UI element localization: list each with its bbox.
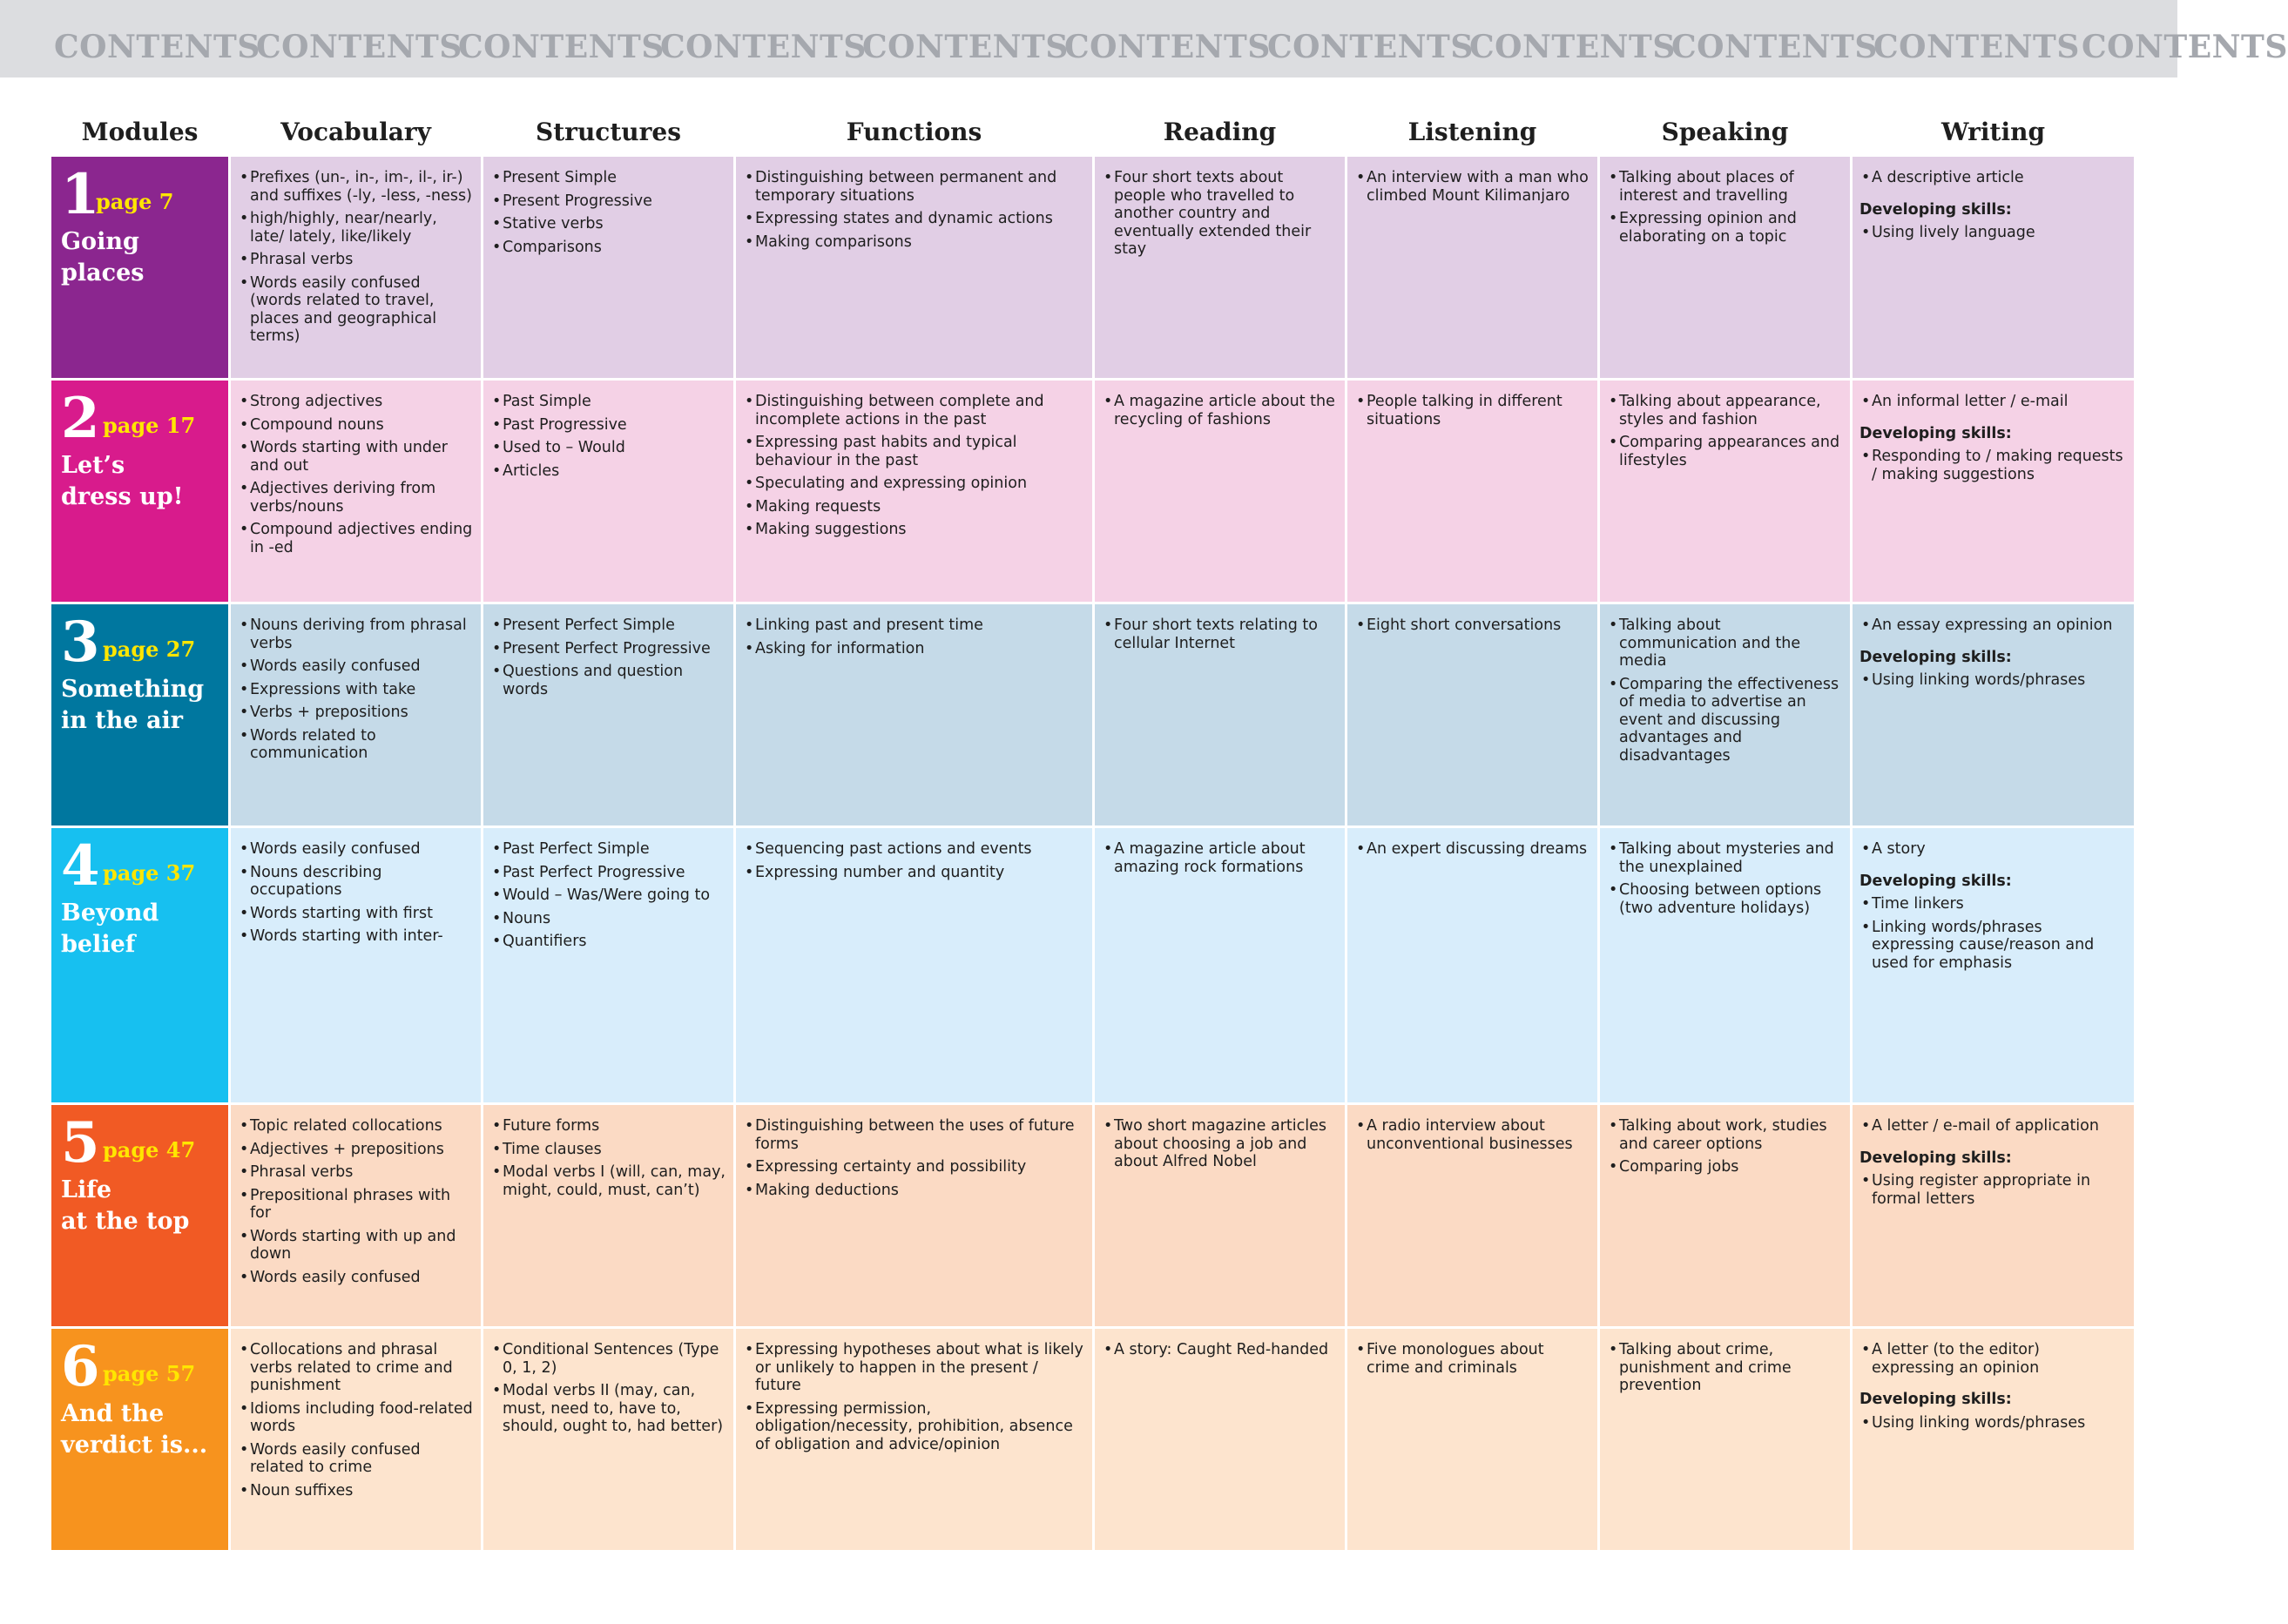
list-item: • Expressions with take [238, 681, 474, 699]
list-item: • Choosing between options (two adventure holidays) [1607, 881, 1843, 917]
list-item: • Sequencing past actions and events [743, 840, 1085, 859]
list-item: • Past Perfect Simple [490, 840, 726, 859]
module-title-line: Beyond [61, 900, 159, 927]
module-cell-3 [51, 604, 228, 825]
list-item: • Nouns describing occupations [238, 864, 474, 900]
list-item: • A magazine article about amazing rock formations [1102, 840, 1338, 876]
listening-cell [1347, 604, 1597, 825]
list-item: • Words starting with under and out [238, 439, 474, 475]
writing-list [1859, 393, 2127, 411]
speaking-cell [1600, 381, 1850, 602]
vocabulary-cell [231, 381, 481, 602]
functions-list [743, 393, 1085, 539]
writing-list [1859, 1117, 2127, 1135]
list-item: • Words easily confused (words related to travel, places and geographical terms) [238, 274, 474, 346]
list-item: • Questions and question words [490, 663, 726, 698]
speaking-cell [1600, 604, 1850, 825]
list-item: • Distinguishing between permanent and temporary situations [743, 169, 1085, 205]
module-number: 1 [61, 162, 100, 227]
list-item: • Topic related collocations [238, 1117, 474, 1135]
module-page-ref: page 37 [103, 860, 196, 886]
listening-cell [1347, 1329, 1597, 1550]
structures-cell [483, 604, 733, 825]
listening-list [1354, 1117, 1590, 1153]
module-page-ref: page 7 [96, 189, 174, 214]
skills-list [1859, 671, 2127, 690]
functions-cell [736, 828, 1092, 1102]
developing-skills-label: Developing skills: [1859, 424, 2012, 442]
list-item: • Expressing permission, obligation/necessity, prohibition, absence of obligation and advice/opinion [743, 1400, 1085, 1454]
list-item: • Linking past and present time [743, 617, 1085, 635]
structures-cell [483, 828, 733, 1102]
functions-list [743, 1341, 1085, 1453]
skills-list [1859, 1414, 2127, 1432]
list-item: • Using linking words/phrases [1859, 671, 2127, 690]
module-title-line: dress up! [61, 483, 184, 510]
vocabulary-list [238, 840, 474, 946]
vocabulary-cell [231, 157, 481, 378]
skills-list [1859, 1172, 2127, 1208]
column-header-functions: Functions [846, 118, 982, 146]
list-item: • Expressing number and quantity [743, 864, 1085, 882]
module-title-line: verdict is... [61, 1432, 208, 1459]
column-header-speaking: Speaking [1661, 118, 1789, 146]
reading-list [1102, 1117, 1338, 1171]
banner-word: CONTENTS [1671, 29, 1878, 65]
module-title [61, 226, 226, 289]
module-title-line: belief [61, 931, 136, 958]
writing-cell [1853, 157, 2134, 378]
reading-cell [1095, 604, 1345, 825]
list-item: • Talking about crime, punishment and crime prevention [1607, 1341, 1843, 1395]
list-item: • Responding to / making requests / making suggestions [1859, 448, 2127, 483]
module-cell-1 [51, 157, 228, 378]
list-item: • Time linkers [1859, 895, 2127, 913]
list-item: • Prefixes (un-, in-, im-, il-, ir-) and suffixes (-ly, -less, -ness) [238, 169, 474, 205]
list-item: • Articles [490, 462, 726, 481]
list-item: • Comparing appearances and lifestyles [1607, 434, 1843, 469]
module-number: 4 [61, 833, 100, 899]
reading-cell [1095, 828, 1345, 1102]
listening-list [1354, 1341, 1590, 1377]
list-item: • Words easily confused [238, 1269, 474, 1287]
list-item: • Four short texts relating to cellular Internet [1102, 617, 1338, 652]
module-cell-6 [51, 1329, 228, 1550]
list-item: • Expressing opinion and elaborating on a topic [1607, 210, 1843, 246]
list-item: • Past Progressive [490, 416, 726, 435]
writing-list [1859, 617, 2127, 635]
list-item: • Words starting with up and down [238, 1228, 474, 1263]
list-item: • Compound adjectives ending in -ed [238, 521, 474, 556]
list-item: • Adjectives + prepositions [238, 1141, 474, 1159]
list-item: • Past Simple [490, 393, 726, 411]
list-item: • Linking words/phrases expressing cause/reason and used for emphasis [1859, 919, 2127, 973]
structures-list [490, 617, 726, 698]
list-item: • Stative verbs [490, 215, 726, 233]
structures-list [490, 1117, 726, 1199]
list-item: • Words easily confused related to crime [238, 1441, 474, 1477]
list-item: • Phrasal verbs [238, 1163, 474, 1182]
list-item: • An essay expressing an opinion [1859, 617, 2127, 635]
list-item: • Making requests [743, 498, 1085, 516]
list-item: • Strong adjectives [238, 393, 474, 411]
list-item: • A magazine article about the recycling of fashions [1102, 393, 1338, 428]
module-page-ref: page 57 [103, 1361, 196, 1386]
list-item: • Speculating and expressing opinion [743, 475, 1085, 493]
module-title [61, 898, 226, 960]
column-header-reading: Reading [1163, 118, 1277, 146]
list-item: • An informal letter / e-mail [1859, 393, 2127, 411]
functions-cell [736, 381, 1092, 602]
list-item: • Quantifiers [490, 933, 726, 951]
banner-word: CONTENTS [1873, 29, 2080, 65]
list-item: • Distinguishing between complete and incomplete actions in the past [743, 393, 1085, 428]
module-title-line: Life [61, 1176, 112, 1203]
list-item: • Asking for information [743, 640, 1085, 658]
column-header-listening: Listening [1407, 118, 1537, 146]
writing-list [1859, 169, 2127, 187]
developing-skills-label: Developing skills: [1859, 1149, 2012, 1167]
speaking-list [1607, 840, 1843, 917]
list-item: • Expressing states and dynamic actions [743, 210, 1085, 228]
list-item: • Making comparisons [743, 233, 1085, 252]
structures-list [490, 393, 726, 480]
list-item: • A letter / e-mail of application [1859, 1117, 2127, 1135]
list-item: • Conditional Sentences (Type 0, 1, 2) [490, 1341, 726, 1377]
list-item: • Making suggestions [743, 521, 1085, 539]
vocabulary-list [238, 1341, 474, 1499]
list-item: • Comparing jobs [1607, 1158, 1843, 1176]
listening-cell [1347, 157, 1597, 378]
list-item: • People talking in different situations [1354, 393, 1590, 428]
list-item: • Talking about mysteries and the unexplained [1607, 840, 1843, 876]
developing-skills-label: Developing skills: [1859, 648, 2012, 666]
list-item: • Expressing past habits and typical behaviour in the past [743, 434, 1085, 469]
list-item: • Future forms [490, 1117, 726, 1135]
functions-cell [736, 1105, 1092, 1326]
list-item: • Nouns [490, 910, 726, 928]
list-item: • Expressing certainty and possibility [743, 1158, 1085, 1176]
writing-cell [1853, 381, 2134, 602]
reading-list [1102, 840, 1338, 876]
list-item: • Adjectives deriving from verbs/nouns [238, 480, 474, 516]
writing-cell [1853, 604, 2134, 825]
vocabulary-cell [231, 1329, 481, 1550]
list-item: • Talking about appearance, styles and fashion [1607, 393, 1843, 428]
structures-list [490, 169, 726, 256]
functions-list [743, 1117, 1085, 1199]
module-number: 2 [61, 386, 100, 451]
listening-list [1354, 617, 1590, 635]
vocabulary-list [238, 169, 474, 346]
module-number: 5 [61, 1110, 100, 1176]
writing-cell [1853, 1329, 2134, 1550]
list-item: • Words easily confused [238, 657, 474, 676]
list-item: • A story: Caught Red-handed [1102, 1341, 1338, 1359]
list-item: • Four short texts about people who travelled to another country and eventually extended their stay [1102, 169, 1338, 259]
banner-word: CONTENTS [458, 29, 665, 65]
reading-cell [1095, 381, 1345, 602]
list-item: • Words starting with inter- [238, 927, 474, 946]
contents-table [51, 110, 2134, 1548]
module-page-ref: page 27 [103, 637, 196, 662]
module-cell-5 [51, 1105, 228, 1326]
vocabulary-cell [231, 828, 481, 1102]
list-item: • A letter (to the editor) expressing an opinion [1859, 1341, 2127, 1377]
developing-skills-label: Developing skills: [1859, 200, 2012, 219]
speaking-list [1607, 1117, 1843, 1176]
vocabulary-cell [231, 1105, 481, 1326]
list-item: • Using lively language [1859, 224, 2127, 242]
module-title-line: Let’s [61, 452, 125, 479]
structures-cell [483, 157, 733, 378]
speaking-cell [1600, 1329, 1850, 1550]
listening-cell [1347, 381, 1597, 602]
reading-cell [1095, 1105, 1345, 1326]
speaking-cell [1600, 828, 1850, 1102]
functions-cell [736, 157, 1092, 378]
module-title [61, 450, 226, 513]
module-title [61, 674, 226, 737]
banner-word: CONTENTS [256, 29, 462, 65]
structures-list [490, 840, 726, 951]
list-item: • Eight short conversations [1354, 617, 1590, 635]
list-item: • Words easily confused [238, 840, 474, 859]
speaking-list [1607, 169, 1843, 246]
column-header-structures: Structures [536, 118, 681, 146]
module-page-ref: page 17 [103, 413, 196, 438]
list-item: • Present Simple [490, 169, 726, 187]
list-item: • Present Progressive [490, 192, 726, 211]
vocabulary-list [238, 617, 474, 763]
list-item: • Talking about communication and the media [1607, 617, 1843, 670]
list-item: • Prepositional phrases with for [238, 1187, 474, 1223]
structures-list [490, 1341, 726, 1436]
reading-list [1102, 169, 1338, 259]
developing-skills-label: Developing skills: [1859, 1391, 2012, 1408]
module-page-ref: page 47 [103, 1137, 196, 1162]
banner-word: CONTENTS [1267, 29, 1474, 65]
banner-word: CONTENTS [660, 29, 867, 65]
list-item: • A radio interview about unconventional businesses [1354, 1117, 1590, 1153]
list-item: • Modal verbs I (will, can, may, might, could, must, can’t) [490, 1163, 726, 1199]
vocabulary-list [238, 1117, 474, 1286]
writing-list [1859, 840, 2127, 859]
list-item: • Collocations and phrasal verbs related to crime and punishment [238, 1341, 474, 1395]
list-item: • Verbs + prepositions [238, 704, 474, 722]
speaking-list [1607, 617, 1843, 765]
listening-cell [1347, 1105, 1597, 1326]
banner-word: CONTENTS [1064, 29, 1271, 65]
functions-list [743, 169, 1085, 251]
list-item: • Words starting with first [238, 905, 474, 923]
column-header-vocabulary: Vocabulary [280, 118, 431, 146]
writing-list [1859, 1341, 2127, 1377]
list-item: • high/highly, near/nearly, late/ lately, like/likely [238, 210, 474, 246]
module-title-line: in the air [61, 707, 183, 734]
listening-list [1354, 840, 1590, 859]
writing-cell [1853, 1105, 2134, 1326]
list-item: • Two short magazine articles about choosing a job and about Alfred Nobel [1102, 1117, 1338, 1171]
functions-cell [736, 604, 1092, 825]
banner-word: CONTENTS [1469, 29, 1676, 65]
functions-list [743, 840, 1085, 881]
list-item: • Talking about places of interest and travelling [1607, 169, 1843, 205]
list-item: • Compound nouns [238, 416, 474, 435]
list-item: • Noun suffixes [238, 1482, 474, 1500]
list-item: • Five monologues about crime and criminals [1354, 1341, 1590, 1377]
column-header-writing: Writing [1940, 118, 2046, 146]
banner-word: CONTENTS [2082, 29, 2288, 65]
list-item: • Nouns deriving from phrasal verbs [238, 617, 474, 652]
module-title [61, 1398, 226, 1461]
list-item: • Present Perfect Simple [490, 617, 726, 635]
module-number: 3 [61, 610, 100, 675]
module-cell-4 [51, 828, 228, 1102]
contents-banner [0, 0, 2288, 77]
list-item: • Would – Was/Were going to [490, 886, 726, 905]
reading-list [1102, 1341, 1338, 1359]
module-title [61, 1175, 226, 1237]
listening-list [1354, 169, 1590, 205]
module-number: 6 [61, 1334, 100, 1399]
skills-list [1859, 895, 2127, 972]
vocabulary-list [238, 393, 474, 556]
list-item: • Words related to communication [238, 727, 474, 763]
functions-cell [736, 1329, 1092, 1550]
reading-list [1102, 617, 1338, 652]
writing-cell [1853, 828, 2134, 1102]
module-title-line: Going places [61, 228, 145, 286]
module-title-line: Something [61, 676, 205, 703]
speaking-list [1607, 393, 1843, 469]
list-item: • Modal verbs II (may, can, must, need to, have to, should, ought to, had better) [490, 1382, 726, 1436]
speaking-cell [1600, 1105, 1850, 1326]
column-header-modules: Modules [81, 118, 199, 146]
list-item: • Comparisons [490, 239, 726, 257]
list-item: • Time clauses [490, 1141, 726, 1159]
skills-list [1859, 224, 2127, 242]
list-item: • Expressing hypotheses about what is likely or unlikely to happen in the present / future [743, 1341, 1085, 1395]
list-item: • Used to – Would [490, 439, 726, 457]
banner-word: CONTENTS [54, 29, 260, 65]
banner-word: CONTENTS [862, 29, 1069, 65]
listening-cell [1347, 828, 1597, 1102]
list-item: • Comparing the effectiveness of media to advertise an event and discussing advantages and disadvantages [1607, 676, 1843, 765]
structures-cell [483, 381, 733, 602]
list-item: • Using register appropriate in formal letters [1859, 1172, 2127, 1208]
vocabulary-cell [231, 604, 481, 825]
listening-list [1354, 393, 1590, 428]
list-item: • Talking about work, studies and career options [1607, 1117, 1843, 1153]
reading-cell [1095, 1329, 1345, 1550]
reading-list [1102, 393, 1338, 428]
list-item: • Present Perfect Progressive [490, 640, 726, 658]
functions-list [743, 617, 1085, 657]
reading-cell [1095, 157, 1345, 378]
list-item: • An expert discussing dreams [1354, 840, 1590, 859]
list-item: • Idioms including food-related words [238, 1400, 474, 1436]
module-title-line: And the [61, 1400, 165, 1427]
speaking-list [1607, 1341, 1843, 1395]
list-item: • An interview with a man who climbed Mount Kilimanjaro [1354, 169, 1590, 205]
speaking-cell [1600, 157, 1850, 378]
module-cell-2 [51, 381, 228, 602]
list-item: • Making deductions [743, 1182, 1085, 1200]
structures-cell [483, 1105, 733, 1326]
module-title-line: at the top [61, 1208, 190, 1235]
list-item: • A story [1859, 840, 2127, 859]
skills-list [1859, 448, 2127, 483]
developing-skills-label: Developing skills: [1859, 872, 2012, 890]
list-item: • Using linking words/phrases [1859, 1414, 2127, 1432]
list-item: • Phrasal verbs [238, 251, 474, 269]
structures-cell [483, 1329, 733, 1550]
list-item: • Distinguishing between the uses of future forms [743, 1117, 1085, 1153]
list-item: • A descriptive article [1859, 169, 2127, 187]
list-item: • Past Perfect Progressive [490, 864, 726, 882]
